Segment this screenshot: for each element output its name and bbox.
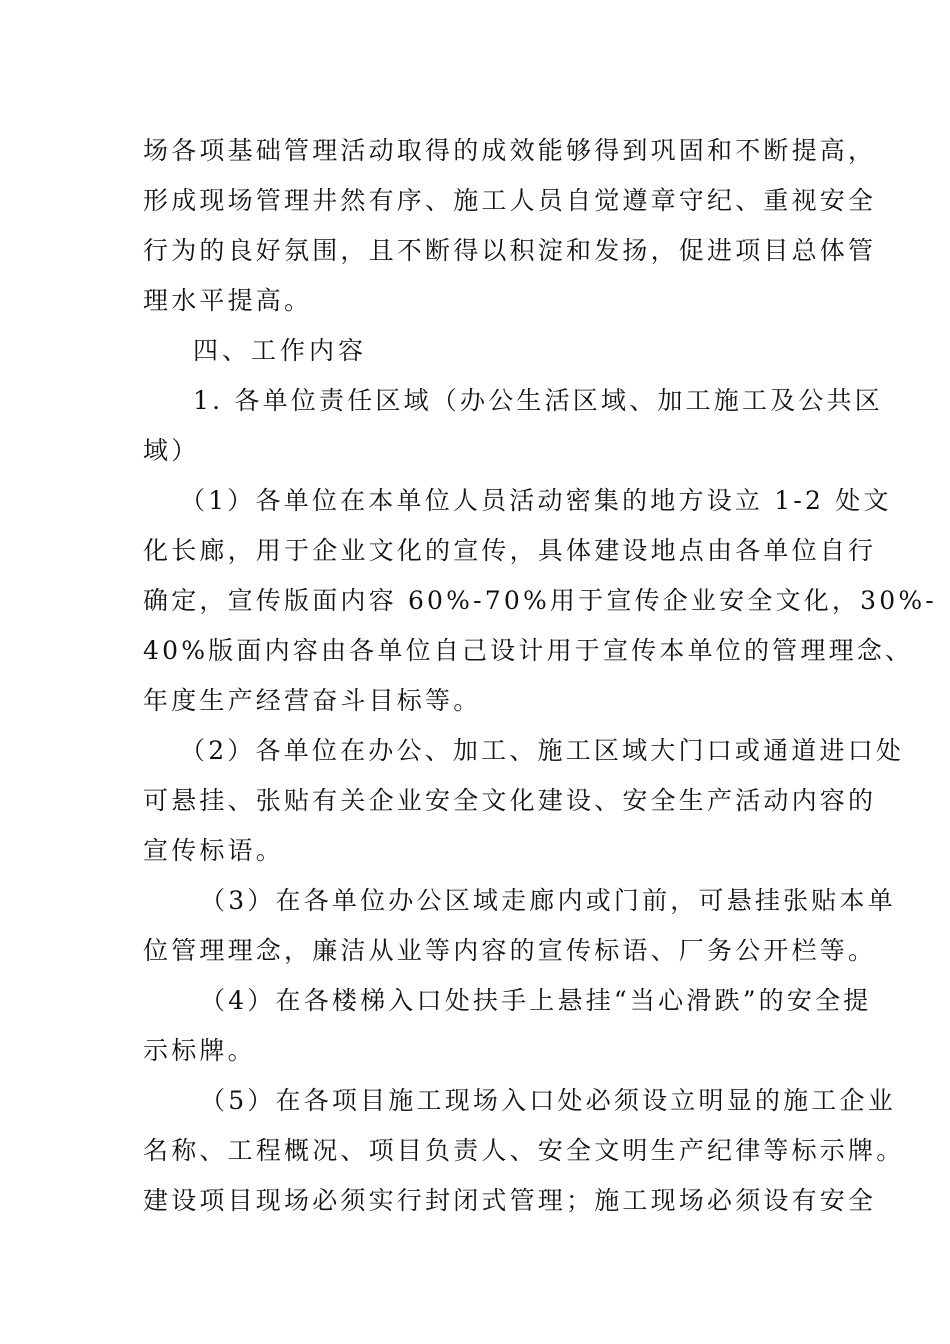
paragraph-line: （5）在各项目施工现场入口处必须设立明显的施工企业 [200, 1086, 896, 1115]
paragraph-line: 宣传标语。 [143, 836, 285, 865]
paragraph-line: 示标牌。 [143, 1036, 256, 1065]
paragraph-line: 化长廊，用于企业文化的宣传，具体建设地点由各单位自行 [143, 536, 877, 565]
paragraph-line: 位管理理念，廉洁从业等内容的宣传标语、厂务公开栏等。 [143, 936, 877, 965]
paragraph-line: （3）在各单位办公区域走廊内或门前，可悬挂张贴本单 [200, 886, 896, 915]
paragraph-line: 40%版面内容由各单位自己设计用于宣传本单位的管理理念、 [143, 636, 914, 665]
paragraph-line: （4）在各楼梯入口处扶手上悬挂“当心滑跌”的安全提 [200, 986, 872, 1015]
paragraph-line: 确定，宣传版面内容 60%-70%用于宣传企业安全文化，30%- [143, 586, 937, 615]
paragraph-line: 形成现场管理井然有序、施工人员自觉遵章守纪、重视安全 [143, 186, 877, 215]
paragraph-line: （2）各单位在办公、加工、施工区域大门口或通道进口处 [180, 736, 905, 765]
paragraph-line: 理水平提高。 [143, 286, 313, 315]
subsection-heading-continuation: 域） [143, 436, 200, 465]
paragraph-line: （1）各单位在本单位人员活动密集的地方设立 1-2 处文 [180, 486, 892, 515]
paragraph-line: 可悬挂、张贴有关企业安全文化建设、安全生产活动内容的 [143, 786, 877, 815]
paragraph-line: 建设项目现场必须实行封闭式管理；施工现场必须设有安全 [143, 1186, 877, 1215]
paragraph-line: 年度生产经营奋斗目标等。 [143, 686, 482, 715]
subsection-heading: 1. 各单位责任区域（办公生活区域、加工施工及公共区 [193, 386, 884, 415]
paragraph-line: 场各项基础管理活动取得的成效能够得到巩固和不断提高， [143, 136, 877, 165]
section-heading: 四、工作内容 [193, 336, 368, 365]
paragraph-line: 名称、工程概况、项目负责人、安全文明生产纪律等标示牌。 [143, 1136, 905, 1165]
paragraph-line: 行为的良好氛围，且不断得以积淀和发扬，促进项目总体管 [143, 236, 877, 265]
